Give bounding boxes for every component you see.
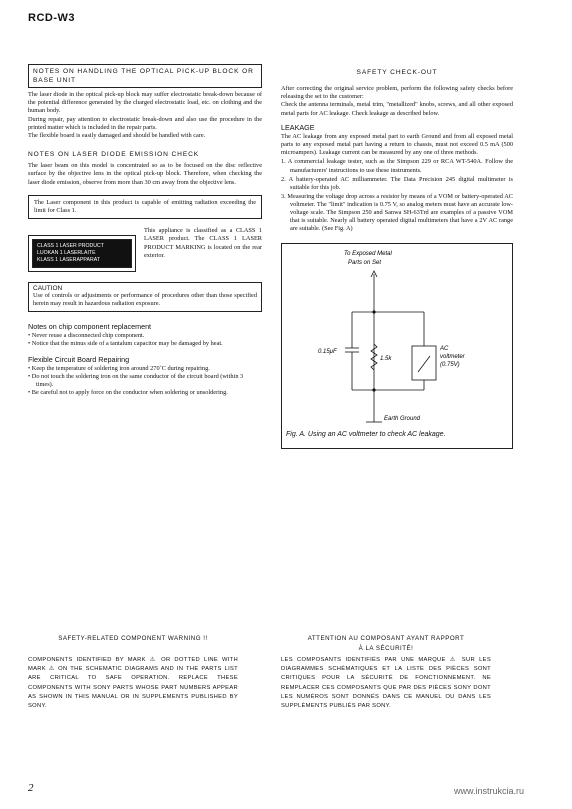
caution-text: Use of controls or adjustments or performance of procedures other than those specified herein may result in hazardous radiation exposure. xyxy=(33,292,257,308)
handling-paragraph-1: The laser diode in the optical pick-up block may suffer electrostatic break-down because of the potential difference generated by the charged electrostatic load, etc. on clothing and the human body. xyxy=(28,91,262,115)
laser-paragraph: The laser beam on this model is concentrated so as to be focused on the disc reflective surface by the objective lens in the optical pick-up block. Therefore, when checking the laser diode emission, observe from more than 30 cm away from the objective lens. xyxy=(28,162,262,186)
class-text: This appliance is classified as a CLASS 1 LASER product. The CLASS 1 LASER PRODUCT MARKING is located on the rear exterior. xyxy=(144,227,262,259)
class-label-inner xyxy=(32,239,132,268)
list-item: • Do not touch the soldering iron on the same conductor of the circuit board (within 3 times). xyxy=(28,372,244,389)
right-column xyxy=(281,64,513,449)
list-item: 2. A battery-operated AC milliammeter. The Data Precision 245 digital multimeter is suitable for this job. xyxy=(281,175,513,191)
figure-caption: Fig. A. Using an AC voltmeter to check AC leakage. xyxy=(286,431,446,439)
page-number: 2 xyxy=(28,782,34,794)
warning-fr-text: LES COMPOSANTS IDENTIFIÉS PAR UNE MARQUE ⚠ SUR LES DIAGRAMMES SCHÉMATIQUES ET LA LISTE DES PIÈCES SONT CRITIQUES POUR LA SÉCURITÉ DE FONCTIONNEMENT. NE REMPLACER CES COMPOSANTS QUE PAR DES PIÈCES SONY DONT LES NUMÉROS SONT DONNÉS DANS CE MANUEL OU DANS LES SUPPLÉMENTS PUBLIÉS PAR SONY. xyxy=(281,657,491,710)
fig-top-label-1: To Exposed Metal xyxy=(344,251,392,258)
leakage-title: LEAKAGE xyxy=(281,122,315,132)
methods-list xyxy=(281,158,513,233)
safety-paragraph-2: Check the antenna terminals, metal trim, "metallized" knobs, screws, and all other exposed metal parts for AC leakage. Check leakage as described below. xyxy=(281,101,513,117)
warning-fr-title-2: À LA SÉCURITÉ! xyxy=(358,645,414,652)
list-item: • Never reuse a disconnected chip component. xyxy=(28,331,145,339)
warning-fr-title-1: ATTENTION AU COMPOSANT AYANT RAPPORT xyxy=(307,635,465,642)
laser-notice-box: The Laser component in this product is capable of emitting radiation exceeding the limit for Class 1. xyxy=(28,195,262,219)
class-label-line: KLASS 1 LASERAPPARAT xyxy=(37,257,100,264)
handling-paragraph-3: The flexible board is easily damaged and should be handled with care. xyxy=(28,132,206,140)
warning-fr xyxy=(281,634,491,711)
figure-a xyxy=(281,243,513,449)
fig-res-label: 1.5k xyxy=(380,356,392,363)
warning-en-text: COMPONENTS IDENTIFIED BY MARK ⚠ OR DOTTED LINE WITH MARK ⚠ ON THE SCHEMATIC DIAGRAMS AND IN THE PARTS LIST ARE CRITICAL TO SAFE OPERATION. REPLACE THESE COMPONENTS WITH SONY PARTS WHOSE PART NUMBERS APPEAR AS SHOWN IN THIS MANUAL OR IN SUPPLEMENTS PUBLISHED BY SONY. xyxy=(28,657,238,710)
site-watermark: www.instrukcia.ru xyxy=(454,786,525,796)
safety-title: SAFETY CHECK-OUT xyxy=(356,69,438,76)
fig-ground-label: Earth Ground xyxy=(384,416,421,423)
chip-title: Notes on chip component replacement xyxy=(28,321,152,331)
class-row xyxy=(28,227,262,272)
circuit-diagram xyxy=(282,244,512,424)
flex-title: Flexible Circuit Board Repairing xyxy=(28,354,130,364)
warning-en xyxy=(28,634,238,711)
list-item: • Be careful not to apply force on the conductor when soldering or unsoldering. xyxy=(28,389,228,397)
left-column xyxy=(28,64,262,397)
fig-meter-label-3: (0.75V) xyxy=(440,362,460,369)
fig-meter-label-2: voltmeter xyxy=(440,354,465,361)
list-item: • Keep the temperature of soldering iron around 270˚C during repairing. xyxy=(28,364,210,372)
safety-paragraph-1: After correcting the original service problem, perform the following safety checks before releasing the set to the customer: xyxy=(281,85,513,101)
laser-title: NOTES ON LASER DIODE EMISSION CHECK xyxy=(28,151,200,159)
warning-en-title: SAFETY-RELATED COMPONENT WARNING !! xyxy=(58,635,208,642)
flex-list xyxy=(28,365,262,397)
caution-title: CAUTION xyxy=(33,285,63,293)
class-label xyxy=(28,235,136,272)
class-label-line: CLASS 1 LASER PRODUCT xyxy=(37,243,104,250)
caution-box xyxy=(28,282,262,311)
handling-paragraph-2: During repair, pay attention to electrostatic break-down and also use the procedure in the printed matter which is included in the repair parts. xyxy=(28,115,262,131)
list-item: • Notice that the minus side of a tantalum capacitor may be damaged by heat. xyxy=(28,339,223,347)
fig-cap-label: 0.15μF xyxy=(318,349,337,356)
leakage-paragraph: The AC leakage from any exposed metal part to earth Ground and from all exposed metal parts to any exposed metal part having a return to chassis, must not exceed 0.5 mA (500 microampers). Leakage current can be measured by any one of three methods. xyxy=(281,132,513,157)
chip-list xyxy=(28,332,262,348)
list-item: 1. A commercial leakage tester, such as the Simpson 229 or RCA WT-540A. Follow the manufacturers' instructions to use these instruments. xyxy=(281,158,513,174)
model-name: RCD-W3 xyxy=(28,12,75,24)
class-label-line: LUOKAN 1 LASERLAITE xyxy=(37,250,96,257)
fig-meter-label-1: AC xyxy=(440,346,449,353)
fig-top-label-2: Parts on Set xyxy=(348,260,382,267)
handling-title: NOTES ON HANDLING THE OPTICAL PICK-UP BLOCK OR BASE UNIT xyxy=(28,64,262,88)
list-item: 3. Measuring the voltage drop across a resistor by means of a VOM or battery-operated AC voltmeter. The "limit" indication is 0.75 V, so analog meters must have an accurate low-voltage scale. The Simpson 250 and Sanwa SH-63Trd are examples of a passive VOM that is suitable. Nearly all battery operated digital multimeters that have a 2V AC range are suitable. (See Fig. A) xyxy=(281,192,513,233)
